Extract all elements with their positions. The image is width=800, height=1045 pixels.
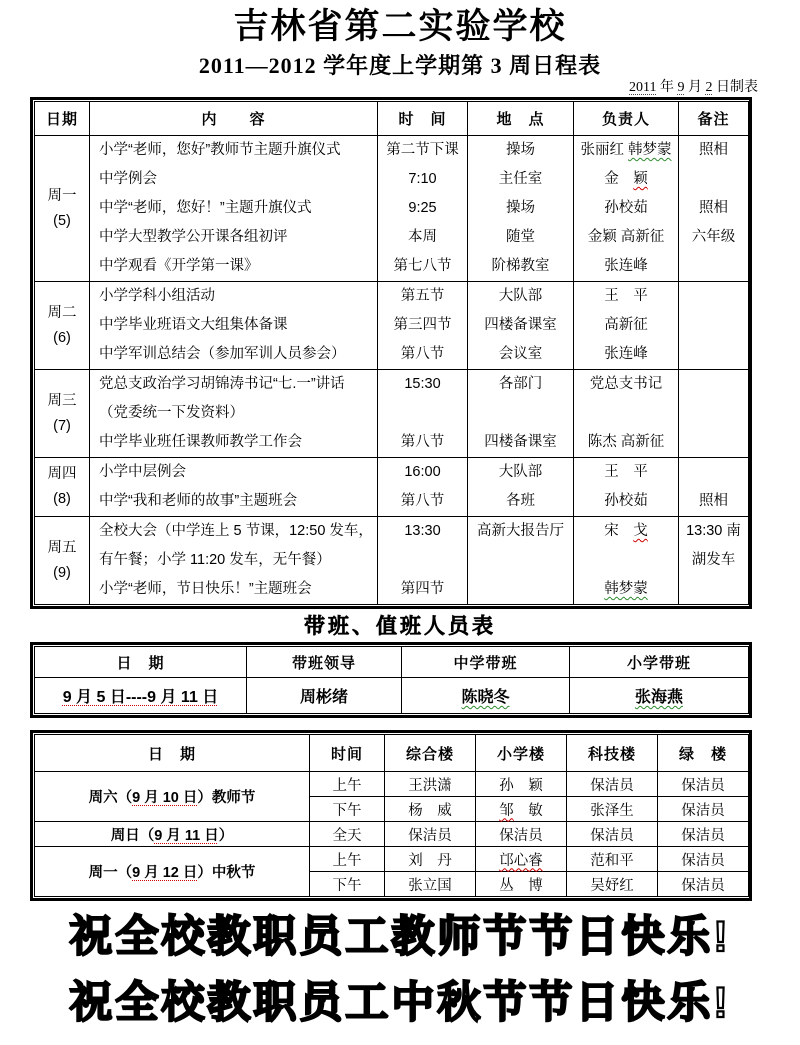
cell: 第四节 [378,575,468,605]
cell: 主任室 [468,165,574,194]
cell: 张丽红 韩梦蒙 [574,136,679,166]
schedule-row [35,311,749,340]
day-cell: 周三 (7) [35,370,90,458]
cell: 全校大会（中学连上 5 节课，12:50 发车，有午餐；小学 11:20 发车，无午餐） [90,517,378,576]
cell [679,340,749,370]
cell: 上午 [310,847,385,872]
cell: 陈晓冬 [402,678,570,714]
cell [679,575,749,605]
cell [679,428,749,458]
cell: 高新大报告厅 [468,517,574,576]
cleaning-body [35,772,749,897]
cell: 照相 [679,487,749,517]
cell: 杨 威 [385,797,476,822]
day-cell: 周二 (6) [35,282,90,370]
column-header: 时间 [310,735,385,772]
cell [679,370,749,429]
cell: 本周 [378,223,468,252]
cell: 孙 颖 [476,772,567,797]
cell [468,575,574,605]
cell: 丛 博 [476,872,567,897]
cell: 保洁员 [658,872,749,897]
column-header: 内 容 [90,102,378,136]
cell: 金颖 高新征 [574,223,679,252]
cell: 15:30 [378,370,468,429]
cell: 7:10 [378,165,468,194]
cell: 小学中层例会 [90,458,378,488]
schedule-row [35,194,749,223]
cell: 孙校茹 [574,487,679,517]
table-row [35,847,749,872]
column-header: 日期 [35,102,90,136]
cell: 孙校茹 [574,194,679,223]
cell: 13:30 [378,517,468,576]
schedule-row [35,282,749,312]
column-header: 备注 [679,102,749,136]
cell: 阶梯教室 [468,252,574,282]
table-row [35,772,749,797]
cell: 16:00 [378,458,468,488]
date-cell: 周六（9 月 10 日）教师节 [35,772,310,822]
cell: 第三四节 [378,311,468,340]
cell: 中学观看《开学第一课》 [90,252,378,282]
cell: 第五节 [378,282,468,312]
cell: 小学学科小组活动 [90,282,378,312]
greetings-block [0,911,800,1029]
schedule-row [35,165,749,194]
cell: 9 月 5 日----9 月 11 日 [35,678,247,714]
cell: 中学“老师，您好！”主题升旗仪式 [90,194,378,223]
cell: 吴妤红 [567,872,658,897]
cell: 上午 [310,772,385,797]
cell: 张立国 [385,872,476,897]
cell: 王 平 [574,458,679,488]
column-header: 小学楼 [476,735,567,772]
cell: 第八节 [378,428,468,458]
column-header: 地 点 [468,102,574,136]
cell: 张泽生 [567,797,658,822]
page-title: 吉林省第二实验学校 [233,7,567,46]
cell: 会议室 [468,340,574,370]
schedule-row [35,517,749,576]
greeting-line-mid-autumn: 祝全校教职员工中秋节节日快乐! [69,979,731,1027]
cell: 大队部 [468,458,574,488]
column-header: 中学带班 [402,647,570,678]
duty-table [30,642,752,718]
column-header: 带班领导 [247,647,402,678]
cell: 王洪潇 [385,772,476,797]
cell: 张海燕 [570,678,749,714]
cell: 范和平 [567,847,658,872]
cell: 邙心睿 [476,847,567,872]
schedule-row [35,252,749,282]
schedule-table [30,97,752,609]
cell [679,282,749,312]
cell: 中学毕业班任课教师教学工作会 [90,428,378,458]
cell: 四楼备课室 [468,428,574,458]
cell [679,252,749,282]
column-header: 日 期 [35,647,247,678]
cell: 照相 [679,136,749,166]
cell: 王 平 [574,282,679,312]
cell: 第二节下课 [378,136,468,166]
cell: 保洁员 [567,822,658,847]
duty-body [35,678,749,714]
cell: 保洁员 [658,772,749,797]
duty-section-title: 带班、值班人员表 [304,615,496,638]
column-header: 负责人 [574,102,679,136]
cell: 第七八节 [378,252,468,282]
cell: 党总支政治学习胡锦涛书记“七.一”讲话（党委统一下发资料） [90,370,378,429]
day-cell: 周五 (9) [35,517,90,605]
cell: 刘 丹 [385,847,476,872]
column-header: 小学带班 [570,647,749,678]
schedule-table-body [35,136,749,605]
cell: 张连峰 [574,340,679,370]
cell: 下午 [310,797,385,822]
cell: 六年级 [679,223,749,252]
column-header: 科技楼 [567,735,658,772]
schedule-row [35,575,749,605]
cell: 随堂 [468,223,574,252]
cell: 操场 [468,136,574,166]
cell: 第八节 [378,487,468,517]
cell: 宋 戈 [574,517,679,576]
cell: 保洁员 [385,822,476,847]
schedule-header-row [35,102,749,136]
cell: 保洁员 [658,847,749,872]
cell: 韩梦蒙 [574,575,679,605]
cleaning-header-row [35,735,749,772]
cell: 陈杰 高新征 [574,428,679,458]
cell [679,458,749,488]
cell: 金 颖 [574,165,679,194]
column-header: 绿 楼 [658,735,749,772]
schedule-row [35,458,749,488]
document-page [0,6,800,1029]
day-cell: 周四 (8) [35,458,90,517]
cell [679,165,749,194]
table-row [35,678,749,714]
cell: 小学“老师，您好”教师节主题升旗仪式 [90,136,378,166]
cell: 邹 敏 [476,797,567,822]
cell: 高新征 [574,311,679,340]
date-cell: 周一（9 月 12 日）中秋节 [35,847,310,897]
cell: 下午 [310,872,385,897]
day-cell: 周一 (5) [35,136,90,282]
cell: 9:25 [378,194,468,223]
duty-header-row [35,647,749,678]
schedule-row [35,223,749,252]
cell: 保洁员 [567,772,658,797]
schedule-row [35,370,749,429]
date-note: 2011 年 9 月 2 日制表 [629,80,758,95]
page-subtitle: 2011—2012 学年度上学期第 3 周日程表 [198,53,602,78]
column-header: 综合楼 [385,735,476,772]
cell: 13:30 南湖发车 [679,517,749,576]
schedule-row [35,428,749,458]
cell: 第八节 [378,340,468,370]
cell: 四楼备课室 [468,311,574,340]
column-header: 时 间 [378,102,468,136]
cell: 中学军训总结会（参加军训人员参会） [90,340,378,370]
cell: 保洁员 [658,797,749,822]
schedule-row [35,487,749,517]
cell: 照相 [679,194,749,223]
cell: 大队部 [468,282,574,312]
cell: 中学毕业班语文大组集体备课 [90,311,378,340]
greeting-line-teachers-day: 祝全校教职员工教师节节日快乐! [69,913,731,961]
cell: 中学例会 [90,165,378,194]
table-row [35,822,749,847]
cell: 党总支书记 [574,370,679,429]
cell: 各部门 [468,370,574,429]
cleaning-table [30,730,752,901]
cell: 保洁员 [476,822,567,847]
cell: 操场 [468,194,574,223]
cell: 各班 [468,487,574,517]
cell: 小学“老师，节日快乐！”主题班会 [90,575,378,605]
date-cell: 周日（9 月 11 日） [35,822,310,847]
column-header: 日 期 [35,735,310,772]
cell: 保洁员 [658,822,749,847]
cell: 中学大型教学公开课各组初评 [90,223,378,252]
cell: 全天 [310,822,385,847]
cell [679,311,749,340]
cell: 张连峰 [574,252,679,282]
schedule-row [35,136,749,166]
cell: 周彬绪 [247,678,402,714]
cell: 中学“我和老师的故事”主题班会 [90,487,378,517]
schedule-row [35,340,749,370]
